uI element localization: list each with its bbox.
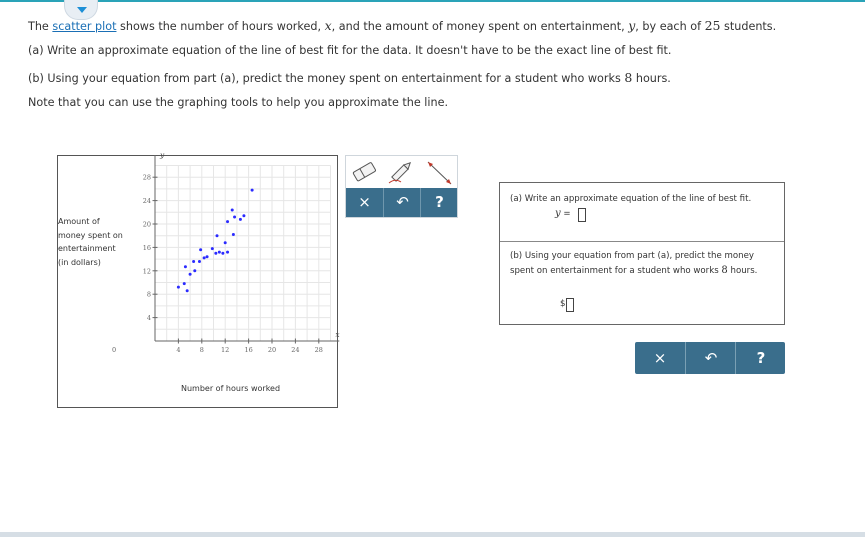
x-tick-label: 8 [199,346,204,354]
data-point [233,215,236,218]
clear-answer-button[interactable]: × [653,349,667,367]
pencil-icon [383,156,420,188]
x-axis-label: Number of hours worked [181,384,281,393]
y-axis-label [58,215,123,269]
part-b-prompt-line1: (b) Using your equation from part (a), predict the money [510,251,754,261]
eraser-icon [346,156,383,188]
data-point [232,233,235,236]
y-label-line: money spent on [58,230,123,240]
data-point [242,214,245,217]
data-point [216,234,219,237]
clear-graph-button[interactable]: × [358,193,371,211]
y-tick-label: 8 [146,290,151,299]
data-point [184,265,187,268]
data-point [192,260,195,263]
part-b-prompt-line2 [510,265,757,276]
data-point [177,286,180,289]
hours-value: 8 [624,70,633,85]
data-point [221,252,224,255]
x-tick-label: 20 [267,346,277,354]
undo-graph-button[interactable]: ↶ [396,193,409,211]
data-point [226,220,229,223]
x-tick-label: 12 [221,346,230,354]
part-b-text: hours. [727,266,758,276]
money-input[interactable] [566,298,574,312]
equation-input[interactable] [578,208,586,222]
currency-symbol: $ [560,299,566,309]
data-points [177,189,254,293]
part-b-text: hours. [632,72,671,85]
part-a-prompt: (a) Write an approximate equation of the line of best fit. [510,194,752,204]
data-point [251,189,254,192]
y-label-line: (in dollars) [58,257,101,267]
intro-text: shows the number of hours worked, [116,20,325,33]
scatter-plot[interactable] [58,150,340,409]
y-tick-label: 28 [142,173,151,182]
data-point [193,269,196,272]
graph-help-button[interactable]: ? [435,193,444,211]
graph-area[interactable] [57,150,340,408]
y-tick-label: 24 [142,197,151,206]
eraser-tool-button[interactable] [346,156,383,188]
origin-label: 0 [111,346,117,354]
question-intro [28,18,776,33]
x-tick-label: 24 [291,346,300,354]
answer-divider [500,241,784,242]
y-tick-label: 4 [146,314,151,323]
data-point [206,255,209,258]
data-point [183,282,186,285]
line-tool-icon [420,156,457,188]
intro-text: The [28,20,53,33]
answer-help-button[interactable]: ? [756,349,766,367]
intro-text: students. [720,20,777,33]
part-b-text: spent on entertainment for a student who works [510,266,722,276]
data-point [203,256,206,259]
bottom-band [0,532,865,537]
data-point [226,251,229,254]
question-note: Note that you can use the graphing tools to help you approximate the line. [28,96,449,109]
data-point [189,273,192,276]
data-point [231,208,234,211]
part-b-text: (b) Using your equation from part (a), predict the money spent on entertainment for a student who works [28,72,625,85]
variable-x: x [324,18,332,33]
top-accent-line [0,0,865,2]
y-tick-label: 12 [142,267,151,276]
question-part-b [28,70,671,85]
y-tick-label: 20 [142,220,151,229]
x-tick-label: 4 [176,346,181,354]
pencil-tool-button[interactable] [383,156,420,188]
question-part-a: (a) Write an approximate equation of the line of best fit for the data. It doesn't have to be the exact line of best fit. [28,44,672,57]
data-point [198,260,201,263]
x-tick-label: 16 [244,346,253,354]
equation-label [555,208,571,219]
y-tick-label: 16 [142,243,151,252]
student-count: 25 [704,18,721,33]
line-tool-button[interactable] [420,156,457,188]
data-point [211,247,214,250]
data-point [239,218,242,221]
data-point [224,241,227,244]
y-label-line: entertainment [58,244,116,253]
equals-sign: = [560,209,571,219]
palette-action-bar [346,188,457,217]
chevron-down-icon [77,7,87,13]
answer-action-bar [635,342,785,374]
collapse-toggle[interactable] [64,0,98,20]
answer-panel [499,182,785,325]
y-axis-name: y [160,150,165,160]
data-point [214,252,217,255]
intro-text: , by each of [635,20,705,33]
x-tick-label: 28 [314,346,323,354]
undo-answer-button[interactable]: ↶ [704,349,718,367]
y-label-line: Amount of [58,217,100,226]
intro-text: , and the amount of money spent on entertainment, [331,20,629,33]
axes [153,155,340,344]
data-point [199,248,202,251]
equation-y-var: y [555,208,561,219]
scatter-plot-link[interactable]: scatter plot [52,20,117,33]
grid-lines [155,166,331,342]
graph-tool-palette [345,155,458,218]
x-axis-name: x [335,330,340,339]
data-point [218,251,221,254]
hours-value: 8 [721,265,728,276]
variable-y: y [628,18,636,33]
data-point [186,289,189,292]
